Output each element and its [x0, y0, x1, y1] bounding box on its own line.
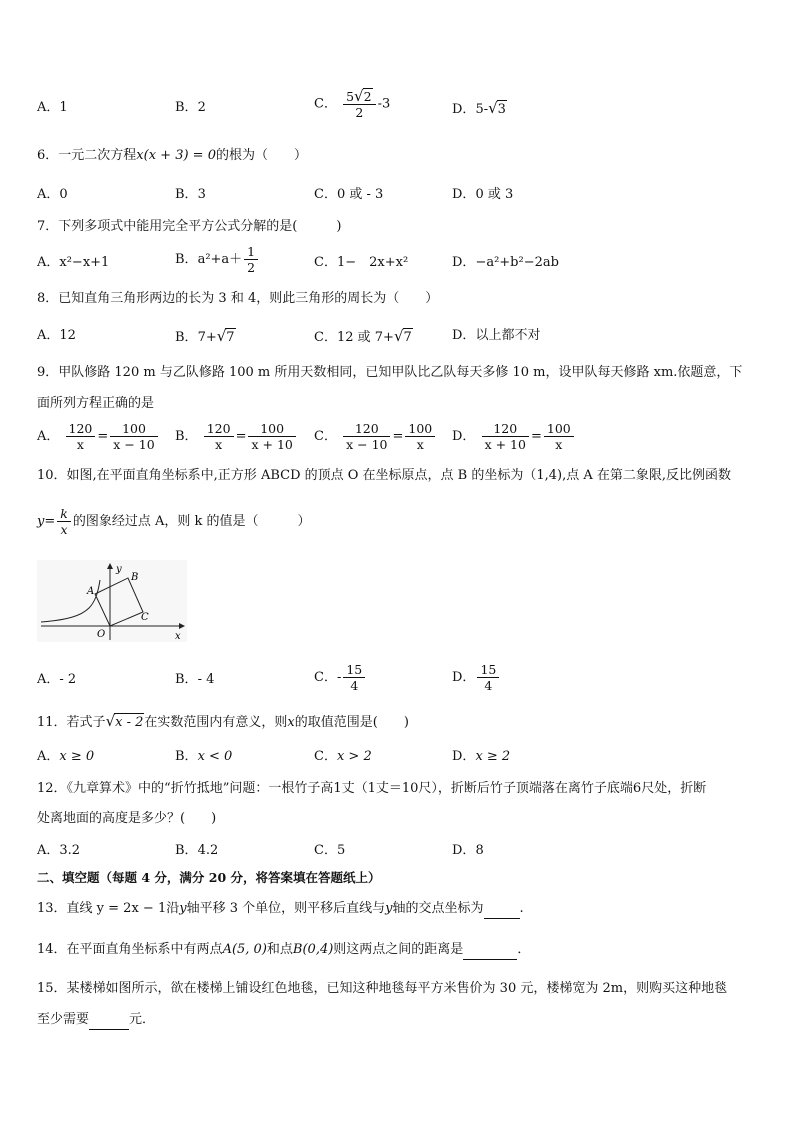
- q8-option-a: A．12: [37, 328, 76, 343]
- q5-option-a: A．1: [37, 100, 68, 115]
- q5-option-d: D．5-√3: [452, 99, 506, 117]
- question-12-line-2: 处离地面的高度是多少？( ): [37, 811, 217, 826]
- answer-blank[interactable]: [89, 1011, 129, 1030]
- q6-option-c: C．0 或 - 3: [314, 187, 384, 202]
- question-15-line-2: 至少需要 元．: [37, 1011, 155, 1030]
- q7-option-b: B．a²+a＋ $\frac{1}{2}$: [175, 244, 260, 275]
- point-c-label: C: [141, 612, 149, 623]
- q12-option-a: A．3.2: [37, 843, 81, 858]
- x-axis-label: x: [175, 631, 181, 642]
- question-9-line-2: 面所列方程正确的是: [37, 396, 155, 411]
- question-11: 11．若式子√x - 2在实数范围内有意义，则x的取值范围是( ): [37, 712, 409, 730]
- q11-option-d: D．x ≥ 2: [452, 749, 511, 764]
- q12-option-b: B．4.2: [175, 843, 219, 858]
- y-axis-label: y: [116, 564, 122, 575]
- section-2-heading: 二、填空题（每题 4 分，满分 20 分，将答案填在答题纸上）: [37, 870, 381, 885]
- q5-option-c: C． $\frac{5√2}{2}$ -3: [314, 87, 391, 120]
- question-15-line-1: 15．某楼梯如图所示，欲在楼梯上铺设红色地毯，已知这种地毯每平方米售价为 30 元，楼梯宽为 2m，则购买这种地毯: [37, 981, 728, 996]
- q9-option-c: C． $\frac{120}{x - 10}$ = $\frac{100}{x}$: [314, 421, 437, 452]
- question-13: 13．直线 y = 2x − 1沿y轴平移 3 个单位，则平移后直线与y轴的交点坐标为 .: [37, 900, 524, 919]
- figure-background: [37, 560, 187, 642]
- question-10-line-2: y= $\frac{k}{x}$ 的图象经过点 A，则 k 的值是（ ）: [37, 506, 311, 537]
- q6-option-d: D．0 或 3: [452, 187, 514, 202]
- answer-blank[interactable]: [463, 941, 517, 960]
- q11-option-a: A．x ≥ 0: [37, 749, 95, 764]
- q9-option-a: A． $\frac{120}{x}$ = $\frac{100}{x - 10}$: [37, 421, 160, 452]
- q10-figure: [37, 560, 187, 642]
- question-12-line-1: 12．《九章算术》中的“折竹抵地”问题：一根竹子高1丈（1丈＝10尺），折断后竹子顶端落在离竹子底端6尺处，折断: [37, 781, 707, 796]
- q9-option-d: D． $\frac{120}{x + 10}$ = $\frac{100}{x}$: [452, 421, 576, 452]
- question-7: 7．下列多项式中能用完全平方公式分解的是( ): [37, 219, 342, 234]
- question-9-line-1: 9．甲队修路 120 m 与乙队修路 100 m 所用天数相同，已知甲队比乙队每天多修 10 m，设甲队每天修路 xm.依题意，下: [37, 365, 743, 380]
- q12-option-c: C．5: [314, 843, 346, 858]
- q8-option-c: C．12 或 7+√7: [314, 327, 412, 345]
- q8-option-b: B．7+√7: [175, 327, 235, 345]
- origin-label: O: [97, 629, 106, 640]
- q6-option-a: A．0: [37, 187, 68, 202]
- q7-option-a: A．x²−x+1: [37, 255, 110, 270]
- question-10-line-1: 10．如图,在平面直角坐标系中,正方形 ABCD 的顶点 O 在坐标原点，点 B 的坐标为（1,4),点 A 在第二象限,反比例函数: [37, 468, 732, 483]
- q8-option-d: D．以上都不对: [452, 328, 541, 343]
- q11-option-b: B．x < 0: [175, 749, 233, 764]
- question-6: 6．一元二次方程x(x + 3) = 0的根为（ ）: [37, 148, 307, 163]
- question-14: 14．在平面直角坐标系中有两点A(5, 0)和点B(0,4)则这两点之间的距离是 ．: [37, 941, 530, 960]
- q11-option-c: C．x > 2: [314, 749, 372, 764]
- q5-option-b: B．2: [175, 100, 206, 115]
- q7-option-d: D．−a²+b²−2ab: [452, 255, 559, 270]
- q6-option-b: B．3: [175, 187, 206, 202]
- q10-option-b: B．- 4: [175, 672, 215, 687]
- q10-option-d: D． $\frac{15}{4}$: [452, 662, 501, 693]
- answer-blank[interactable]: [484, 900, 520, 919]
- q9-option-b: B． $\frac{120}{x}$ = $\frac{100}{x + 10}$: [175, 421, 298, 452]
- question-8: 8．已知直角三角形两边的长为 3 和 4，则此三角形的周长为（ ）: [37, 291, 439, 306]
- q12-option-d: D．8: [452, 843, 484, 858]
- q10-option-a: A．- 2: [37, 672, 77, 687]
- point-b-label: B: [131, 572, 139, 583]
- q10-option-c: C．- $\frac{15}{4}$: [314, 662, 367, 693]
- q7-option-c: C．1− 2x+x²: [314, 255, 409, 270]
- point-a-label: A: [87, 586, 95, 597]
